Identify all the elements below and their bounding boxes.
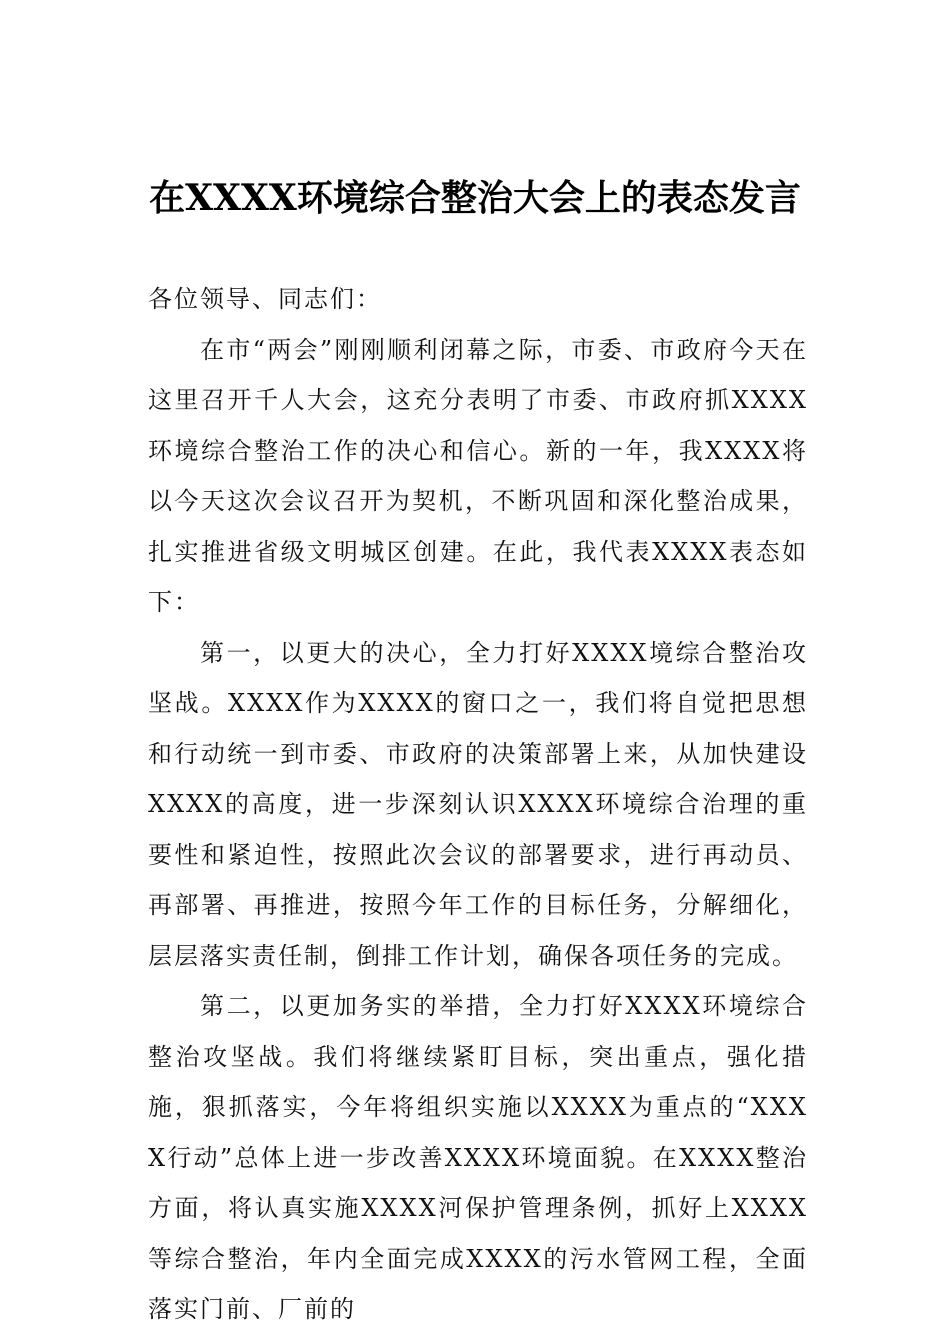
paragraph-1: 在市“两会”刚刚顺利闭幕之际，市委、市政府今天在这里召开千人大会，这充分表明了市委、市政府抓XXXX环境综合整治工作的决心和信心。新的一年，我XXXX将以今天这次会议召开为契机，不断巩固和深化整治成果，扎实推进省级文明城区创建。在此，我代表XXXX表态如下： bbox=[148, 335, 808, 616]
paragraph-2: 第一，以更大的决心，全力打好XXXX境综合整治攻坚战。XXXX作为XXXX的窗口之一，我们将自觉把思想和行动统一到市委、市政府的决策部署上来，从加快建设XXXX的高度，进一步深刻认识XXXX环境综合治理的重要性和紧迫性，按照此次会议的部署要求，进行再动员、再部署、再推进，按照今年工作的目标任务，分解细化，层层落实责任制，倒排工作计划，确保各项任务的完成。 bbox=[148, 638, 808, 970]
paragraph-3: 第二，以更加务实的举措，全力打好XXXX环境综合整治攻坚战。我们将继续紧盯目标，突出重点，强化措施，狠抓落实，今年将组织实施以XXXX为重点的“XXXX行动”总体上进一步改善XXXX环境面貌。在XXXX整治方面，将认真实施XXXX河保护管理条例，抓好上XXXX等综合整治，年内全面完成XXXX的污水管网工程，全面落实门前、厂前的 bbox=[148, 992, 808, 1323]
document-body bbox=[148, 274, 808, 1335]
document-title: 在XXXX环境综合整治大会上的表态发言 bbox=[149, 177, 801, 219]
salutation: 各位领导、同志们： bbox=[148, 285, 382, 313]
